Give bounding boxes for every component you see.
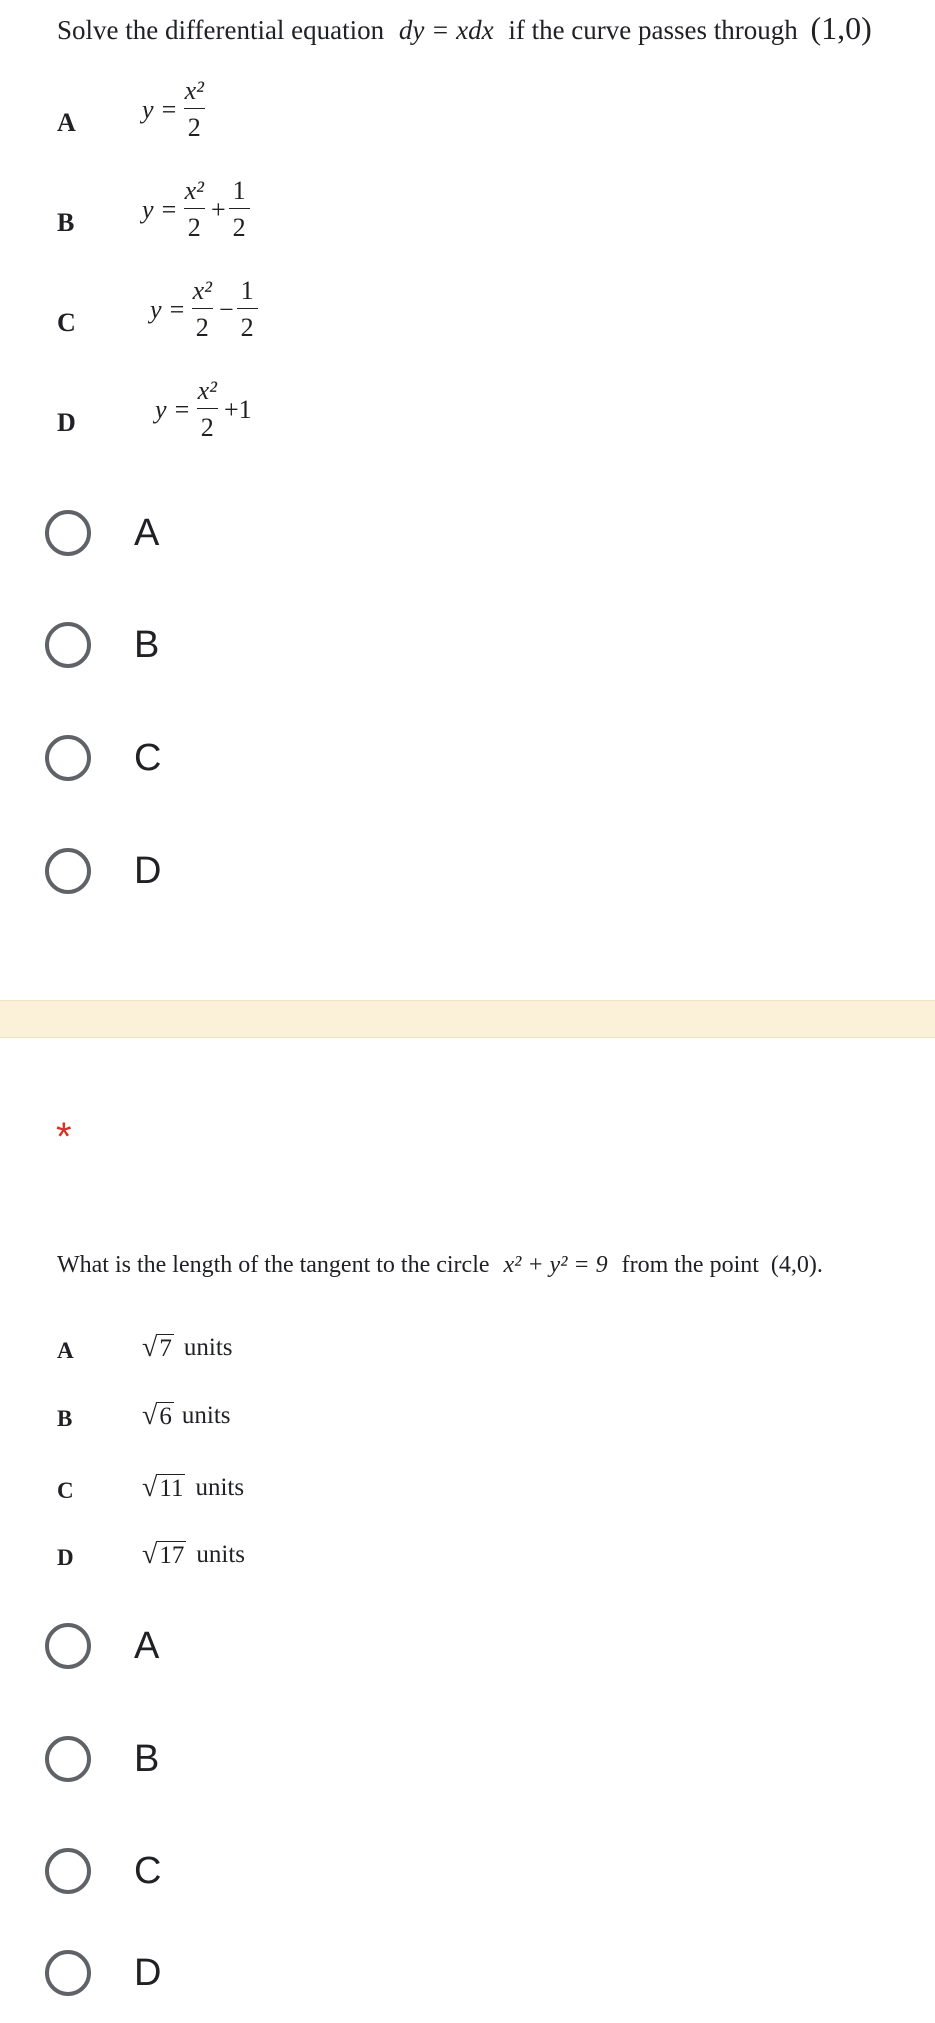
fraction bbox=[229, 178, 250, 241]
formula bbox=[142, 1402, 231, 1431]
radio-button[interactable] bbox=[45, 1848, 91, 1894]
option-letter: A bbox=[57, 108, 76, 137]
fraction bbox=[237, 278, 258, 341]
q2-choice-a[interactable] bbox=[0, 1603, 935, 1693]
radio-button[interactable] bbox=[45, 848, 91, 894]
fraction bbox=[189, 278, 216, 341]
fraction-den: 2 bbox=[229, 208, 250, 241]
option-letter: D bbox=[57, 1545, 74, 1570]
option-letter: A bbox=[57, 1338, 74, 1363]
q2-option-c bbox=[0, 1470, 935, 1520]
q1-choice-d[interactable] bbox=[0, 828, 935, 918]
q2-choice-d[interactable] bbox=[0, 1930, 935, 2020]
unit-label: units bbox=[183, 1334, 233, 1362]
q2-option-a bbox=[0, 1330, 935, 1380]
fraction-den: 2 bbox=[237, 308, 258, 341]
question-2-text bbox=[57, 1252, 823, 1279]
radicand: 6 bbox=[159, 1403, 172, 1430]
formula bbox=[150, 278, 261, 341]
question-2-point: (4,0). bbox=[770, 1252, 823, 1278]
choice-label: A bbox=[134, 512, 160, 554]
section-divider bbox=[0, 1000, 935, 1038]
q1-option-b bbox=[0, 170, 935, 250]
formula bbox=[142, 1474, 244, 1503]
radio-button[interactable] bbox=[45, 1950, 91, 1996]
choice-label: C bbox=[134, 737, 162, 779]
q1-option-c bbox=[0, 270, 935, 350]
radio-button[interactable] bbox=[45, 1736, 91, 1782]
choice-label: D bbox=[134, 850, 162, 892]
fraction-den: 2 bbox=[184, 108, 205, 141]
choice-label: D bbox=[134, 1952, 162, 1994]
formula-lhs: y = bbox=[150, 294, 186, 324]
question-1-middle: if the curve passes through bbox=[508, 15, 798, 45]
formula-lhs: y = bbox=[155, 394, 191, 424]
radicand: 17 bbox=[159, 1542, 185, 1569]
radio-button[interactable] bbox=[45, 510, 91, 556]
formula bbox=[142, 1334, 233, 1363]
question-2-prefix: What is the length of the tangent to the circle bbox=[57, 1252, 490, 1278]
choice-label: B bbox=[134, 624, 160, 666]
question-1-equation: dy = xdx bbox=[398, 15, 494, 45]
option-letter: C bbox=[57, 308, 76, 337]
radicand: 11 bbox=[159, 1475, 184, 1502]
formula bbox=[142, 178, 253, 241]
option-letter: D bbox=[57, 408, 76, 437]
question-1-text bbox=[57, 10, 872, 47]
q1-option-a bbox=[0, 70, 935, 150]
formula-lhs: y = bbox=[142, 94, 178, 124]
required-asterisk: * bbox=[56, 1115, 72, 1159]
question-2-middle: from the point bbox=[621, 1252, 759, 1278]
formula-lhs: y = bbox=[142, 194, 178, 224]
choice-label: A bbox=[134, 1625, 160, 1667]
formula bbox=[155, 378, 252, 441]
unit-label: units bbox=[181, 1402, 231, 1430]
option-letter: C bbox=[57, 1478, 74, 1503]
fraction-num: 1 bbox=[240, 276, 254, 305]
q2-option-b bbox=[0, 1398, 935, 1448]
operator: + bbox=[210, 194, 226, 224]
question-1-point: (1,0) bbox=[810, 10, 872, 46]
choice-label: B bbox=[134, 1738, 160, 1780]
formula-tail: +1 bbox=[223, 394, 252, 424]
q2-option-d bbox=[0, 1537, 935, 1587]
formula bbox=[142, 1541, 245, 1570]
q2-choice-b[interactable] bbox=[0, 1716, 935, 1806]
radio-button[interactable] bbox=[45, 1623, 91, 1669]
option-letter: B bbox=[57, 208, 75, 237]
fraction bbox=[181, 178, 208, 241]
question-2-equation: x² + y² = 9 bbox=[503, 1252, 608, 1278]
square-root: √ 7 bbox=[142, 1332, 172, 1363]
fraction bbox=[194, 378, 221, 441]
operator: − bbox=[218, 294, 234, 324]
fraction-num: 1 bbox=[232, 176, 246, 205]
fraction-den: 2 bbox=[197, 408, 218, 441]
fraction-num: x² bbox=[184, 76, 204, 105]
q1-choice-c[interactable] bbox=[0, 715, 935, 805]
unit-label: units bbox=[196, 1541, 245, 1569]
q2-choice-c[interactable] bbox=[0, 1828, 935, 1918]
fraction-num: x² bbox=[197, 376, 217, 405]
radicand: 7 bbox=[159, 1335, 172, 1362]
fraction-num: x² bbox=[184, 176, 204, 205]
fraction bbox=[181, 78, 208, 141]
q1-choice-a[interactable] bbox=[0, 490, 935, 580]
square-root: √ 11 bbox=[142, 1472, 184, 1503]
fraction-den: 2 bbox=[192, 308, 213, 341]
radio-button[interactable] bbox=[45, 735, 91, 781]
option-letter: B bbox=[57, 1406, 73, 1431]
radio-button[interactable] bbox=[45, 622, 91, 668]
square-root: √ 6 bbox=[142, 1400, 172, 1431]
choice-label: C bbox=[134, 1850, 162, 1892]
unit-label: units bbox=[195, 1474, 245, 1502]
square-root: √ 17 bbox=[142, 1539, 185, 1570]
question-1-prefix: Solve the differential equation bbox=[57, 15, 385, 45]
fraction-num: x² bbox=[192, 276, 212, 305]
fraction-den: 2 bbox=[184, 208, 205, 241]
q1-option-d bbox=[0, 370, 935, 450]
q1-choice-b[interactable] bbox=[0, 602, 935, 692]
formula bbox=[142, 78, 211, 141]
